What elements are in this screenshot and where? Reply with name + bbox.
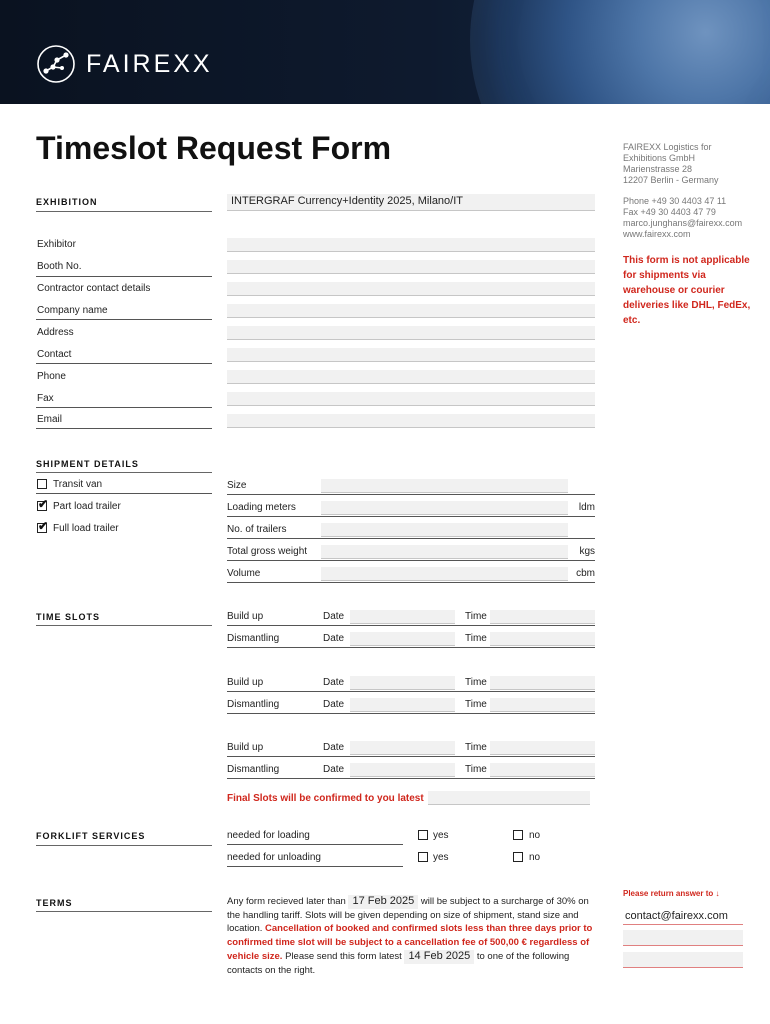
field-underline	[227, 866, 403, 867]
field-underline	[36, 428, 212, 429]
label-size: Size	[227, 480, 247, 491]
label-time: Time	[465, 633, 487, 644]
label-phone: Phone	[37, 371, 66, 382]
label-booth-no: Booth No.	[37, 261, 82, 272]
label-exhibitor: Exhibitor	[37, 239, 76, 250]
label-volume: Volume	[227, 568, 261, 579]
company-line: FAIREXX Logistics for	[623, 142, 712, 152]
label-time: Time	[465, 742, 487, 753]
section-exhibition: EXHIBITION	[36, 197, 98, 207]
label-company-name: Company name	[37, 305, 108, 316]
unit-cbm: cbm	[576, 568, 595, 579]
label-email: Email	[37, 414, 63, 425]
company-line: 12207 Berlin - Germany	[623, 175, 719, 185]
field-underline	[227, 494, 595, 495]
field-underline	[227, 582, 595, 583]
label-total-gross-weight: Total gross weight	[227, 546, 308, 557]
logo-text: FAIREXX	[86, 49, 213, 78]
label-date: Date	[323, 633, 345, 644]
exhibition-value: INTERGRAF Currency+Identity 2025, Milano/IT	[231, 195, 463, 207]
network-logo-icon	[36, 44, 76, 84]
label-time: Time	[465, 764, 487, 775]
full-load-trailer-checkbox[interactable]	[37, 519, 49, 533]
loading-yes-label: yes	[433, 830, 449, 841]
field-underline	[227, 560, 595, 561]
label-date: Date	[323, 699, 345, 710]
section-divider	[36, 472, 212, 473]
final-slots-date-input[interactable]	[428, 791, 590, 805]
label-time: Time	[465, 699, 487, 710]
full-load-trailer-label: Full load trailer	[53, 523, 119, 534]
contractor-details-input[interactable]	[227, 282, 595, 296]
section-divider	[36, 211, 212, 212]
label-contact: Contact	[37, 349, 72, 360]
company-line: Exhibitions GmbH	[623, 153, 696, 163]
dismantling-time-input[interactable]	[490, 763, 595, 777]
loading-meters-input[interactable]	[321, 501, 568, 515]
company-email-link[interactable]: marco.junghans@fairexx.com	[623, 218, 743, 228]
build-up-time-input[interactable]	[490, 741, 595, 755]
field-underline	[227, 538, 595, 539]
field-underline	[227, 778, 595, 779]
company-phone: Phone +49 30 4403 47 11	[623, 196, 727, 206]
field-underline	[623, 924, 743, 925]
deadline-date-field[interactable]: 17 Feb 2025	[348, 895, 418, 909]
label-dismantling: Dismantling	[227, 764, 280, 775]
final-slots-note: Final Slots will be confirmed to you latest	[227, 793, 424, 804]
fax-input[interactable]	[227, 392, 595, 406]
logo	[36, 44, 213, 84]
checkmark-icon: ✔	[38, 519, 49, 533]
label-fax: Fax	[37, 393, 54, 404]
section-forklift-services: FORKLIFT SERVICES	[36, 831, 146, 841]
email-input[interactable]	[227, 414, 595, 428]
unloading-yes-label: yes	[433, 852, 449, 863]
company-website-link[interactable]: www.fairexx.com	[623, 229, 691, 239]
field-underline	[227, 844, 403, 845]
part-load-trailer-checkbox[interactable]	[37, 497, 49, 511]
terms-send-latest: Please send this form latest	[285, 950, 402, 962]
label-date: Date	[323, 677, 345, 688]
no-of-trailers-input[interactable]	[321, 523, 568, 537]
company-address	[623, 142, 719, 186]
total-gross-weight-input[interactable]	[321, 545, 568, 559]
terms-intro: Any form recieved later than	[227, 896, 346, 907]
label-build-up: Build up	[227, 677, 264, 688]
section-terms: TERMS	[36, 898, 73, 908]
label-date: Date	[323, 742, 345, 753]
label-time: Time	[465, 611, 487, 622]
notice-text: This form is not applicable for shipments via warehouse or courier deliveries like DHL, FedEx, etc.	[623, 255, 751, 326]
unloading-no-checkbox[interactable]	[513, 852, 523, 862]
build-up-date-input[interactable]	[350, 610, 455, 624]
field-underline	[36, 407, 212, 408]
label-time: Time	[465, 677, 487, 688]
dismantling-time-input[interactable]	[490, 698, 595, 712]
label-build-up: Build up	[227, 742, 264, 753]
company-contacts	[623, 196, 742, 240]
header-banner	[0, 0, 770, 104]
dismantling-date-input[interactable]	[350, 632, 455, 646]
field-underline	[36, 276, 212, 277]
volume-input[interactable]	[321, 567, 568, 581]
label-date: Date	[323, 611, 345, 622]
company-line: Marienstrasse 28	[623, 164, 693, 174]
planet-image	[470, 0, 770, 104]
unloading-no-label: no	[529, 852, 541, 863]
section-divider	[36, 911, 212, 912]
contact-input[interactable]	[227, 348, 595, 362]
terms-surcharge: will be subject to a surcharge of 30% on the handling tariff. Slots will be given depending on size of shipment, stand size and location.	[227, 896, 589, 935]
label-address: Address	[37, 327, 74, 338]
booth-no-input[interactable]	[227, 260, 595, 274]
unit-kgs: kgs	[579, 546, 595, 557]
company-fax: Fax +49 30 4403 47 79	[623, 207, 716, 217]
send-by-date-field[interactable]: 14 Feb 2025	[404, 950, 474, 964]
return-answer-label: Please return answer to ↓	[623, 889, 720, 898]
label-date: Date	[323, 764, 345, 775]
transit-van-label: Transit van	[53, 479, 103, 490]
loading-yes-checkbox[interactable]	[418, 830, 428, 840]
label-needed-for-unloading: needed for unloading	[227, 852, 321, 863]
dismantling-date-input[interactable]	[350, 763, 455, 777]
field-underline	[227, 756, 595, 757]
return-email[interactable]: contact@fairexx.com	[625, 910, 728, 922]
phone-input[interactable]	[227, 370, 595, 384]
loading-no-checkbox[interactable]	[513, 830, 523, 840]
label-dismantling: Dismantling	[227, 633, 280, 644]
label-no-of-trailers: No. of trailers	[227, 524, 287, 535]
build-up-date-input[interactable]	[350, 741, 455, 755]
cancellation-note: Cancellation of booked and confirmed slots less than three days prior to confirmed time slot will be subject to a cancellation fee of 500,00 € regardless of vehicle size.	[227, 923, 593, 962]
field-underline	[227, 647, 595, 648]
exhibitor-input[interactable]	[227, 238, 595, 252]
company-name-input[interactable]	[227, 304, 595, 318]
field-underline	[227, 625, 595, 626]
build-up-time-input[interactable]	[490, 610, 595, 624]
dismantling-date-input[interactable]	[350, 698, 455, 712]
field-underline	[227, 713, 595, 714]
field-underline	[36, 319, 212, 320]
section-time-slots: TIME SLOTS	[36, 612, 100, 622]
field-underline	[36, 493, 212, 494]
loading-no-label: no	[529, 830, 541, 841]
part-load-trailer-label: Part load trailer	[53, 501, 121, 512]
terms-text	[227, 895, 595, 977]
field-underline	[227, 516, 595, 517]
label-dismantling: Dismantling	[227, 699, 280, 710]
unit-ldm: ldm	[578, 502, 595, 513]
section-divider	[36, 845, 212, 846]
label-contractor-details: Contractor contact details	[37, 283, 151, 294]
section-divider	[36, 625, 212, 626]
field-underline	[36, 363, 212, 364]
field-underline	[227, 691, 595, 692]
section-shipment-details: SHIPMENT DETAILS	[36, 459, 139, 469]
return-contact-field-2[interactable]	[623, 930, 743, 946]
build-up-time-input[interactable]	[490, 676, 595, 690]
terms-contacts: to one of the following contacts on the right.	[227, 950, 570, 976]
address-input[interactable]	[227, 326, 595, 340]
unloading-yes-checkbox[interactable]	[418, 852, 428, 862]
label-build-up: Build up	[227, 611, 264, 622]
label-loading-meters: Loading meters	[227, 502, 296, 513]
checkmark-icon: ✔	[38, 497, 49, 511]
label-needed-for-loading: needed for loading	[227, 830, 310, 841]
dismantling-time-input[interactable]	[490, 632, 595, 646]
page-title: Timeslot Request Form	[36, 130, 392, 166]
size-input[interactable]	[321, 479, 568, 493]
transit-van-checkbox[interactable]	[37, 479, 47, 489]
return-contact-field-3[interactable]	[623, 952, 743, 968]
build-up-date-input[interactable]	[350, 676, 455, 690]
